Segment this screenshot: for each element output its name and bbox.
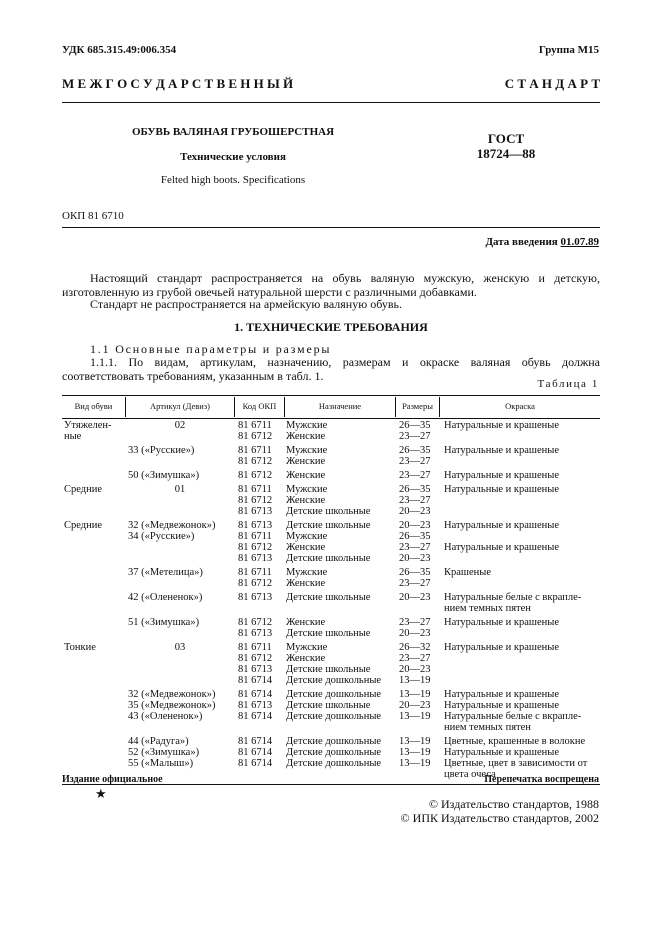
- table-cell-okr: Натуральные и крашеные: [444, 520, 559, 531]
- table-cell-raz: 20—23: [399, 553, 431, 564]
- table-cell-naz: Женские: [286, 653, 326, 664]
- scope-paragraph: Настоящий стандарт распространяется на обувь валяную мужскую, женскую и детскую, изготовленную из грубой овечьей натуральной шерсти с различными добавками.: [62, 271, 600, 299]
- table-cell-raz: 23—27: [399, 456, 431, 467]
- okp-divider: [62, 227, 600, 228]
- table-cell-raz: 26—35: [399, 567, 431, 578]
- star-icon: ★: [95, 786, 107, 801]
- table-cell-raz: 13—19: [399, 747, 431, 758]
- table-cell-art: 51 («Зимушка»): [128, 617, 200, 628]
- table-cell-naz: Детские дошкольные: [286, 675, 382, 686]
- table-cell-okr: Натуральные и крашеные: [444, 470, 559, 481]
- table-cell-kod: 81 6713: [238, 506, 273, 517]
- table-cell-okr: Крашеные: [444, 567, 491, 578]
- table-cell-kod: 81 6712: [238, 542, 273, 553]
- table-cell-kod: 81 6713: [238, 700, 273, 711]
- table-cell-raz: 13—19: [399, 675, 431, 686]
- table-cell-kod: 81 6712: [238, 495, 273, 506]
- table-cell-art: 42 («Олененок»): [128, 592, 203, 603]
- table-cell-kod: 81 6712: [238, 456, 273, 467]
- table-cell-kod: 81 6712: [238, 431, 273, 442]
- table-cell-naz: Женские: [286, 542, 326, 553]
- table-cell-art: 32 («Медвежонок»): [128, 520, 216, 531]
- table-cell-naz: Женские: [286, 578, 326, 589]
- document-title: ОБУВЬ ВАЛЯНАЯ ГРУБОШЕРСТНАЯ: [131, 126, 335, 138]
- table-cell-raz: 13—19: [399, 758, 431, 769]
- table-cell-naz: Женские: [286, 470, 326, 481]
- date-label: Дата введения: [485, 236, 561, 248]
- table-cell-art: 34 («Русские»): [128, 531, 195, 542]
- table-cell-raz: 26—35: [399, 531, 431, 542]
- table-cell-kod: 81 6712: [238, 617, 273, 628]
- table-cell-raz: 20—23: [399, 506, 431, 517]
- table-cell-raz: 23—27: [399, 578, 431, 589]
- table-cell-vid: Средние: [64, 520, 103, 531]
- group-code: Группа М15: [538, 44, 599, 56]
- table-caption: Таблица 1: [537, 378, 599, 390]
- table-cell-naz: Детские дошкольные: [286, 689, 382, 700]
- table-cell-kod: 81 6713: [238, 664, 273, 675]
- table-cell-art: 03: [174, 642, 186, 653]
- header-okp-code: Код ОКП: [242, 401, 277, 411]
- table-cell-kod: 81 6713: [238, 592, 273, 603]
- table-cell-okr: Натуральные и крашеные: [444, 617, 559, 628]
- table-cell-raz: 26—35: [399, 484, 431, 495]
- table-cell-okr: Натуральные и крашеные: [444, 445, 559, 456]
- banner-word-standard: С Т А Н Д А Р Т: [504, 76, 600, 91]
- table-cell-kod: 81 6711: [238, 484, 272, 495]
- official-edition: Издание официальное: [62, 774, 163, 785]
- table-cell-okr: Натуральные и крашеные: [444, 700, 559, 711]
- table-cell-raz: 20—23: [399, 520, 431, 531]
- table-cell-naz: Мужские: [286, 445, 328, 456]
- document-subtitle: Технические условия: [180, 151, 286, 163]
- table-cell-kod: 81 6713: [238, 553, 273, 564]
- table-cell-art: 50 («Зимушка»): [128, 470, 200, 481]
- table-cell-naz: Детские школьные: [286, 553, 371, 564]
- table-cell-naz: Мужские: [286, 484, 328, 495]
- table-cell-raz: 13—19: [399, 736, 431, 747]
- table-cell-okr: Натуральные и крашеные: [444, 747, 559, 758]
- table-cell-art: 33 («Русские»): [128, 445, 195, 456]
- udk-code: УДК 685.315.49:006.354: [62, 44, 177, 56]
- table-cell-vid: ные: [64, 431, 82, 442]
- table-cell-vid: Средние: [64, 484, 103, 495]
- subsection-heading: 1.1 Основные параметры и размеры: [90, 342, 332, 356]
- table-cell-vid: Тонкие: [64, 642, 96, 653]
- table-cell-okr: Натуральные и крашеные: [444, 484, 559, 495]
- table-cell-naz: Детские школьные: [286, 506, 371, 517]
- gost-code: 18724—88: [476, 146, 536, 161]
- table-cell-kod: 81 6714: [238, 711, 273, 722]
- header-sizes: Размеры: [402, 401, 433, 411]
- table-cell-raz: 26—32: [399, 642, 431, 653]
- standard-banner: [62, 76, 600, 92]
- table-cell-okr: Натуральные и крашеные: [444, 642, 559, 653]
- table-cell-kod: 81 6711: [238, 642, 272, 653]
- table-cell-okr: Натуральные и крашеные: [444, 420, 559, 431]
- table-cell-raz: 23—27: [399, 495, 431, 506]
- gost-label: ГОСТ: [487, 131, 525, 146]
- table-cell-okr: нием темных пятен: [444, 722, 531, 733]
- table-cell-okr: Натуральные и крашеные: [444, 542, 559, 553]
- table-cell-naz: Мужские: [286, 531, 328, 542]
- table-cell-raz: 20—23: [399, 628, 431, 639]
- table-cell-kod: 81 6713: [238, 628, 273, 639]
- table-cell-kod: 81 6711: [238, 420, 272, 431]
- exclusion-paragraph: Стандарт не распространяется на армейскую валяную обувь.: [90, 297, 402, 311]
- table-cell-okr: нием темных пятен: [444, 603, 531, 614]
- table-cell-raz: 26—35: [399, 445, 431, 456]
- table-cell-kod: 81 6714: [238, 689, 273, 700]
- table-cell-raz: 20—23: [399, 700, 431, 711]
- table-cell-art: 32 («Медвежонок»): [128, 689, 216, 700]
- table-cell-naz: Детские школьные: [286, 592, 371, 603]
- table-cell-naz: Мужские: [286, 567, 328, 578]
- table-cell-kod: 81 6714: [238, 675, 273, 686]
- table-cell-raz: 23—27: [399, 470, 431, 481]
- table-cell-kod: 81 6711: [238, 567, 272, 578]
- table-cell-naz: Детские дошкольные: [286, 747, 382, 758]
- date-value: 01.07.89: [560, 236, 599, 248]
- table-cell-naz: Детские школьные: [286, 520, 371, 531]
- table-cell-kod: 81 6714: [238, 758, 273, 769]
- copyright-1988: © Издательство стандартов, 1988: [428, 797, 599, 811]
- table-cell-kod: 81 6713: [238, 520, 273, 531]
- table-cell-art: 01: [174, 484, 186, 495]
- table-cell-art: 02: [174, 420, 186, 431]
- table-cell-art: 35 («Медвежонок»): [128, 700, 216, 711]
- reprint-notice: Перепечатка воспрещена: [484, 774, 599, 785]
- table-cell-naz: Детские дошкольные: [286, 711, 382, 722]
- table-cell-naz: Мужские: [286, 420, 328, 431]
- table-cell-raz: 23—27: [399, 617, 431, 628]
- table-cell-kod: 81 6714: [238, 736, 273, 747]
- gost-number: [455, 131, 557, 161]
- table-cell-naz: Женские: [286, 495, 326, 506]
- table-cell-raz: 20—23: [399, 664, 431, 675]
- section-heading: 1. ТЕХНИЧЕСКИЕ ТРЕБОВАНИЯ: [234, 320, 428, 334]
- table-cell-kod: 81 6711: [238, 445, 272, 456]
- table-cell-raz: 23—27: [399, 542, 431, 553]
- okp-code: ОКП 81 6710: [62, 210, 124, 222]
- table-cell-art: 37 («Метелица»): [128, 567, 203, 578]
- table-cell-kod: 81 6712: [238, 653, 273, 664]
- table-cell-kod: 81 6714: [238, 747, 273, 758]
- table-cell-naz: Детские дошкольные: [286, 758, 382, 769]
- table-cell-kod: 81 6712: [238, 578, 273, 589]
- table-cell-naz: Детские дошкольные: [286, 736, 382, 747]
- table-cell-raz: 23—27: [399, 653, 431, 664]
- table-top-rule: [62, 395, 600, 396]
- introduction-date: [485, 236, 599, 248]
- table-cell-okr: Натуральные белые с вкрапле-: [444, 711, 582, 722]
- header-purpose: Назначение: [318, 401, 362, 411]
- table-cell-okr: Цветные, цвет в зависимости от: [444, 758, 588, 769]
- table-cell-okr: Натуральные и крашеные: [444, 689, 559, 700]
- table-cell-kod: 81 6711: [238, 531, 272, 542]
- table-cell-naz: Детские школьные: [286, 628, 371, 639]
- header-color: Окраска: [505, 401, 535, 411]
- table-header-rule: [62, 418, 600, 419]
- requirements-paragraph: 1.1.1. По видам, артикулам, назначению, размерам и окраске валяная обувь должна соответствовать требованиям, указанным в табл. 1.: [62, 355, 600, 383]
- table-cell-okr: Цветные, крашенные в волокне: [444, 736, 586, 747]
- table-cell-naz: Детские школьные: [286, 700, 371, 711]
- table-cell-art: 55 («Малыш»): [128, 758, 194, 769]
- english-title: Felted high boots. Specifications: [160, 174, 306, 186]
- table-cell-kod: 81 6712: [238, 470, 273, 481]
- banner-word-interstate: М Е Ж Г О С У Д А Р С Т В Е Н Н Ы Й: [62, 76, 294, 91]
- table-cell-naz: Женские: [286, 456, 326, 467]
- table-cell-art: 52 («Зимушка»): [128, 747, 200, 758]
- header-divider: [62, 102, 600, 103]
- table-cell-raz: 20—23: [399, 592, 431, 603]
- table-cell-okr: Натуральные белые с вкрапле-: [444, 592, 582, 603]
- table-cell-vid: Утяжелен-: [64, 420, 112, 431]
- header-type: Вид обуви: [74, 401, 113, 411]
- copyright-2002: © ИПК Издательство стандартов, 2002: [400, 811, 599, 825]
- table-cell-okr: цвета очеса: [444, 769, 496, 780]
- table-cell-naz: Мужские: [286, 642, 328, 653]
- table-cell-art: 43 («Олененок»): [128, 711, 203, 722]
- header-article: Артикул (Девиз): [149, 401, 211, 411]
- table-cell-raz: 26—35: [399, 420, 431, 431]
- table-cell-raz: 13—19: [399, 689, 431, 700]
- table-cell-naz: Женские: [286, 617, 326, 628]
- table-cell-naz: Женские: [286, 431, 326, 442]
- table-cell-raz: 13—19: [399, 711, 431, 722]
- table-cell-naz: Детские школьные: [286, 664, 371, 675]
- table-cell-raz: 23—27: [399, 431, 431, 442]
- table-cell-art: 44 («Радуга»): [128, 736, 189, 747]
